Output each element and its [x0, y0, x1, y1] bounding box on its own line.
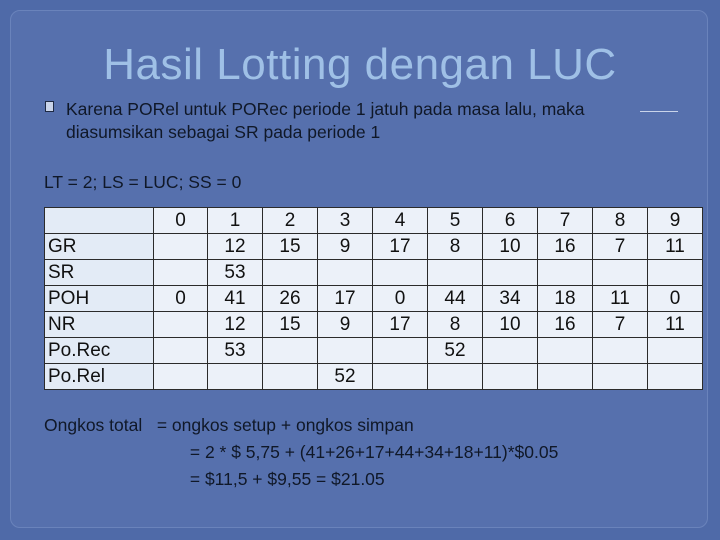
table-cell: 10 — [483, 234, 538, 260]
table-cell — [483, 338, 538, 364]
table-cell: 34 — [483, 286, 538, 312]
table-header-cell: 5 — [428, 208, 483, 234]
table-cell: 11 — [648, 312, 703, 338]
table-cell: 9 — [318, 234, 373, 260]
table-cell — [538, 364, 593, 390]
table-cell — [208, 364, 263, 390]
table-header-cell: 9 — [648, 208, 703, 234]
table-cell — [373, 260, 428, 286]
table-cell — [538, 338, 593, 364]
row-label: NR — [45, 312, 154, 338]
table-cell: 41 — [208, 286, 263, 312]
table-cell — [154, 364, 208, 390]
table-cell: 12 — [208, 312, 263, 338]
table-cell: 15 — [263, 312, 318, 338]
table-row — [45, 338, 703, 364]
table-cell: 8 — [428, 312, 483, 338]
table-cell: 15 — [263, 234, 318, 260]
table-cell — [373, 338, 428, 364]
table-cell — [593, 338, 648, 364]
table-cell — [154, 234, 208, 260]
table-cell: 11 — [593, 286, 648, 312]
table-cell: 17 — [373, 234, 428, 260]
row-label: Po.Rec — [45, 338, 154, 364]
table-cell — [318, 260, 373, 286]
table-cell — [538, 260, 593, 286]
table-header-cell — [45, 208, 154, 234]
table-cell — [154, 260, 208, 286]
bullet-text — [66, 98, 686, 144]
cost-line-3: = $11,5 + $9,55 = $21.05 — [44, 469, 385, 489]
table-cell — [483, 364, 538, 390]
table-cell — [263, 338, 318, 364]
table-cell: 26 — [263, 286, 318, 312]
row-label: SR — [45, 260, 154, 286]
table-header-cell: 4 — [373, 208, 428, 234]
bullet-line-2: diasumsikan sebagai SR pada periode 1 — [66, 122, 381, 142]
table-cell: 11 — [648, 234, 703, 260]
table-cell — [373, 364, 428, 390]
lotting-table — [44, 207, 703, 390]
table-row — [45, 312, 703, 338]
table-row — [45, 260, 703, 286]
table-cell — [593, 260, 648, 286]
bullet-square-icon — [45, 101, 54, 112]
table-header-row — [45, 208, 703, 234]
table-cell: 17 — [318, 286, 373, 312]
table-cell — [318, 338, 373, 364]
table-cell: 53 — [208, 338, 263, 364]
row-label: POH — [45, 286, 154, 312]
table-cell — [483, 260, 538, 286]
parameters-text: LT = 2; LS = LUC; SS = 0 — [44, 172, 242, 192]
table-row — [45, 364, 703, 390]
table-cell — [648, 260, 703, 286]
table-cell — [154, 338, 208, 364]
table-cell: 16 — [538, 234, 593, 260]
row-label: GR — [45, 234, 154, 260]
table-cell — [428, 260, 483, 286]
table-cell: 17 — [373, 312, 428, 338]
row-label: Po.Rel — [45, 364, 154, 390]
table-cell: 9 — [318, 312, 373, 338]
table-cell: 0 — [373, 286, 428, 312]
table-cell — [593, 364, 648, 390]
table-row — [45, 286, 703, 312]
table-cell: 10 — [483, 312, 538, 338]
table-header-cell: 2 — [263, 208, 318, 234]
table-cell: 8 — [428, 234, 483, 260]
table-header-cell: 3 — [318, 208, 373, 234]
cost-line-2: = 2 * $ 5,75 + (41+26+17+44+34+18+11)*$0.05 — [44, 442, 559, 462]
table-cell — [263, 260, 318, 286]
table-cell: 53 — [208, 260, 263, 286]
cost-line-1: Ongkos total = ongkos setup + ongkos simpan — [44, 415, 414, 435]
table-cell: 7 — [593, 312, 648, 338]
table-cell: 7 — [593, 234, 648, 260]
cost-calculation — [44, 412, 558, 493]
table-cell: 12 — [208, 234, 263, 260]
slide-title: Hasil Lotting dengan LUC — [103, 40, 617, 89]
bullet-line-1: Karena PORel untuk PORec periode 1 jatuh pada masa lalu, maka — [66, 99, 585, 119]
table-header-cell: 1 — [208, 208, 263, 234]
table-cell — [648, 338, 703, 364]
table-cell: 18 — [538, 286, 593, 312]
table-cell: 52 — [428, 338, 483, 364]
table-cell: 44 — [428, 286, 483, 312]
table-cell — [154, 312, 208, 338]
table-header-cell: 6 — [483, 208, 538, 234]
table-cell — [263, 364, 318, 390]
table-header-cell: 8 — [593, 208, 648, 234]
table-cell: 52 — [318, 364, 373, 390]
table-row — [45, 234, 703, 260]
table-cell — [428, 364, 483, 390]
table-cell: 0 — [154, 286, 208, 312]
table-cell: 16 — [538, 312, 593, 338]
table-cell — [648, 364, 703, 390]
table-cell: 0 — [648, 286, 703, 312]
table-header-cell: 0 — [154, 208, 208, 234]
table-header-cell: 7 — [538, 208, 593, 234]
